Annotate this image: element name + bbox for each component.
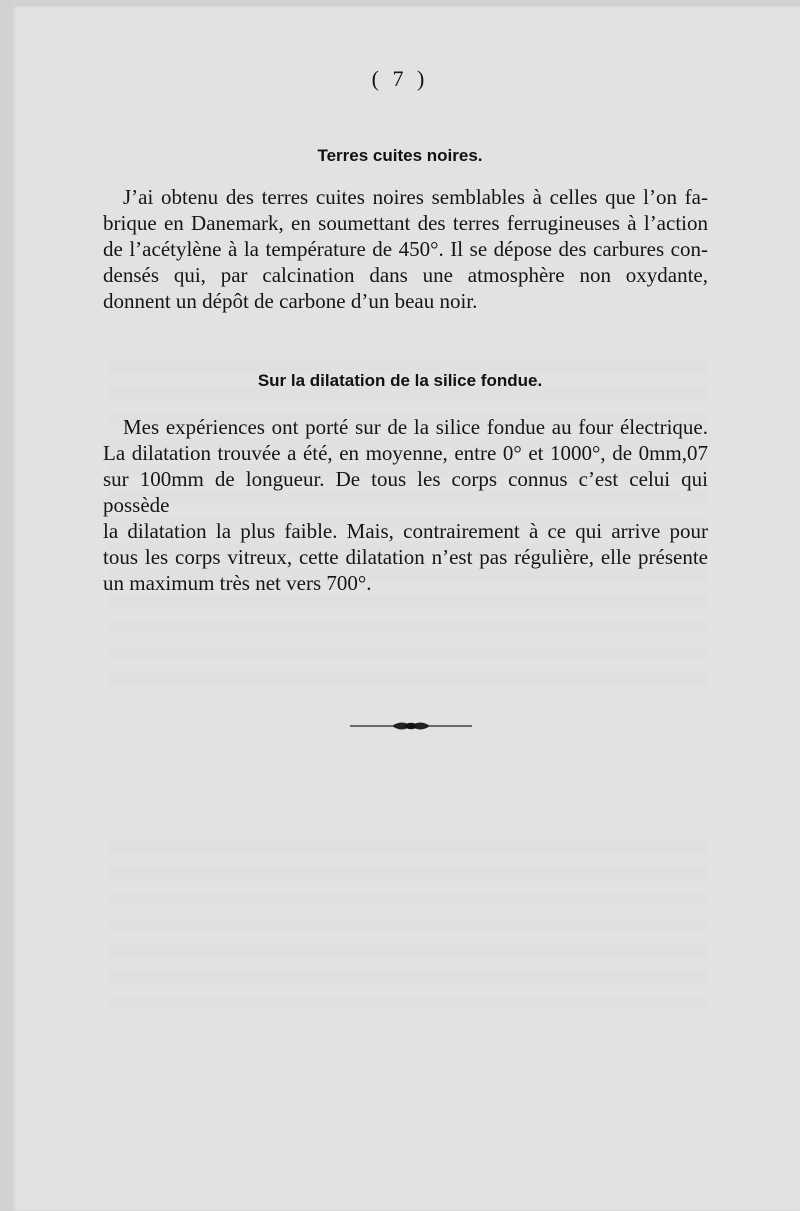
section-heading-terres-cuites: Terres cuites noires.: [317, 146, 483, 165]
text-line: un maximum très net vers 700°.: [103, 571, 372, 595]
text-line: sur 100mm de longueur. De tous les corps connus c’est celui qui possède: [103, 467, 708, 517]
decorative-rule-ornament-icon: [350, 716, 472, 736]
text-line: Mes expériences ont porté sur de la silice fondue au four électrique.: [123, 415, 708, 439]
bleed-through-texture-lower: [108, 840, 708, 1020]
text-line: J’ai obtenu des terres cuites noires semblables à celles que l’on fa-: [123, 185, 708, 209]
text-line: de l’acétylène à la température de 450°. Il se dépose des carbures con-: [103, 237, 708, 261]
text-line: brique en Danemark, en soumettant des terres ferrugineuses à l’action: [103, 211, 708, 235]
paragraph-terres-cuites: [103, 184, 708, 314]
text-line: La dilatation trouvée a été, en moyenne, entre 0° et 1000°, de 0mm,07: [103, 441, 708, 465]
text-line: donnent un dépôt de carbone d’un beau noir.: [103, 289, 478, 313]
paragraph-silice: [103, 414, 708, 596]
section-heading-silice: Sur la dilatation de la silice fondue.: [257, 371, 543, 390]
text-line: la dilatation la plus faible. Mais, contrairement à ce qui arrive pour: [103, 519, 708, 543]
page-number: ( 7 ): [371, 66, 429, 91]
text-line: tous les corps vitreux, cette dilatation n’est pas régulière, elle présente: [103, 545, 708, 569]
text-line: densés qui, par calcination dans une atmosphère non oxydante,: [103, 263, 708, 287]
